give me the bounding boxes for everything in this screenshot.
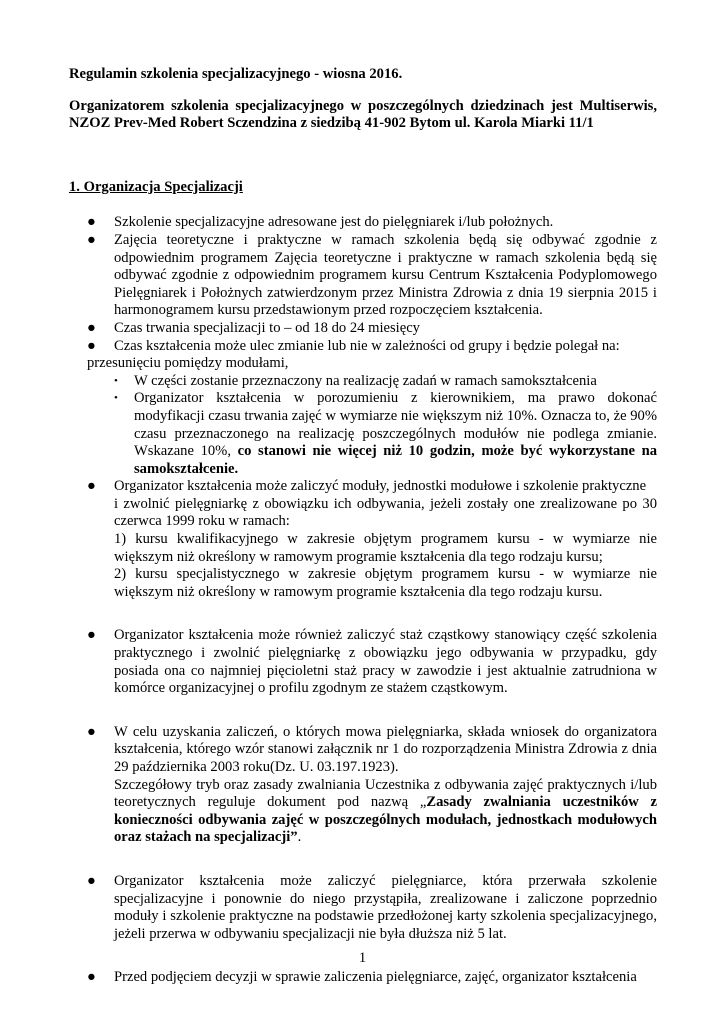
list-item-text: Organizator kształcenia może zaliczyć moduły, jednostki modułowe i szkolenie praktyczne: [114, 478, 647, 495]
bullet-icon: •: [114, 392, 118, 405]
list-item: [69, 873, 657, 943]
list-item-text: .: [297, 829, 302, 846]
list-item: [69, 969, 657, 987]
list-item-text: W części zostanie przeznaczony na realizację zadań w ramach samokształcenia: [134, 372, 597, 389]
list-item: [69, 214, 657, 232]
document-body: [69, 66, 657, 987]
list-item-text: i zwolnić pielęgniarkę z obowiązku ich odbywania, jeżeli zostały one zrealizowane po 30 czerwca 1999 roku w ramach:: [114, 495, 657, 530]
section-heading: 1. Organizacja Specjalizacji: [69, 178, 243, 195]
list-item-text: 1) kursu kwalifikacyjnego w zakresie objętym programem kursu - w wymiarze nie większym niż określony w ramowym programie kształcenia dla tego rodzaju kursu;: [114, 531, 657, 565]
list-item-text: Organizator kształcenia może również zaliczyć staż cząstkowy stanowiący część szkolenia praktycznego i zwolnić pielęgniarkę z obowiązku jego odbywania w przypadku, gdy posiada ona co najmniej pięcioletni staż pracy w zawodzie i jest aktualnie zatrudniona w komórce organizacyjnej o profilu zgodnym ze stażem cząstkowym.: [114, 627, 657, 697]
list-item-text: Szczegółowy tryb oraz zasady zwalniania Uczestnika z odbywania zajęć praktycznych i/lub teoretycznych reguluje dokument pod nazwą „: [114, 776, 657, 811]
bullet-icon: ●: [87, 337, 96, 354]
bullet-icon: ●: [87, 231, 96, 248]
list-item-text: Czas trwania specjalizacji to – od 18 do 24 miesięcy: [114, 319, 420, 336]
bullet-icon: ●: [87, 969, 96, 986]
list-item: [69, 232, 657, 320]
list-item-text: W celu uzyskania zaliczeń, o których mowa pielęgniarka, składa wniosek do organizatora kształcenia, którego wzór stanowi załącznik nr 1 do rozporządzenia Ministra Zdrowia z dnia 29 października 2003 roku(Dz. U. 03.197.1923).: [114, 723, 657, 775]
bullet-icon: ●: [87, 627, 96, 644]
bullet-list: [69, 214, 657, 987]
list-item: [69, 320, 657, 338]
bullet-icon: ●: [87, 872, 96, 889]
sub-bullet-list: [114, 373, 657, 479]
list-item-text: Organizator kształcenia może zaliczyć pielęgniarce, która przerwała szkolenie specjalizacyjne i ponownie do niego przystąpiła, zrealizowane i zaliczone poprzednio moduły i szkolenie praktyczne na podstawie przedłożonej karty szkolenia specjalizacyjnego, jeżeli przerwa w odbywaniu specjalizacji nie była dłuższa niż 5 lat.: [114, 872, 657, 942]
list-item-text: Zajęcia teoretyczne i praktyczne w ramach szkolenia będą się odbywać zgodnie z odpowiednim programem Zajęcia teoretyczne i praktyczne w ramach szkolenia będą się odbywać zgodnie z odpowiednim programem kursu Centrum Kształcenia Podyplomowego Pielęgniarek i Położnych zatwierdzonym przez Ministra Zdrowia z dnia 19 sierpnia 2015 i harmonogramem kursu przedstawionym przed rozpoczęciem kształcenia.: [114, 231, 657, 319]
list-item-text: Przed podjęciem decyzji w sprawie zaliczenia pielęgniarce, zajęć, organizator kształcenia: [114, 969, 637, 986]
list-item-text: Organizator kształcenia w porozumieniu z kierownikiem, ma prawo dokonać modyfikacji czasu trwania zajęć w wymiarze nie większym niż 10%. Oznacza to, że 90% czasu przeznaczonego na realizację poszczególnych modułów nie podlega zmianie. Wskazane 10%,: [134, 390, 657, 460]
list-item-text: Czas kształcenia może ulec zmianie lub nie w zależności od grupy i będzie polegał na:: [114, 337, 620, 354]
list-item: [114, 390, 657, 478]
list-item: [69, 478, 657, 601]
list-item: [69, 627, 657, 697]
bullet-icon: ●: [87, 319, 96, 336]
list-item-text: 2) kursu specjalistycznego w zakresie objętym programem kursu - w wymiarze nie większym niż określony w ramowym programie kształcenia dla tego rodzaju kursu.: [114, 566, 657, 600]
list-item: [114, 373, 657, 391]
list-item-bold-text: Zasady zwalniania uczestników z konieczności odbywania zajęć w poszczególnych modułach, jednostkach modułowych oraz stażach na specjalizacji”: [114, 794, 658, 846]
bullet-icon: ●: [87, 723, 96, 740]
list-item-text: przesunięciu pomiędzy modułami,: [87, 355, 289, 372]
bullet-icon: •: [114, 374, 118, 387]
list-item: [69, 724, 657, 847]
bullet-icon: ●: [87, 214, 96, 231]
list-item: [69, 338, 657, 479]
document-title: Regulamin szkolenia specjalizacyjnego - wiosna 2016.: [69, 66, 403, 82]
list-item-bold-text: co stanowi nie więcej niż 10 godzin, może być wykorzystane na samokształcenie.: [134, 443, 657, 477]
organizer-statement: Organizatorem szkolenia specjalizacyjnego w poszczególnych dziedzinach jest Multiserwis, NZOZ Prev-Med Robert Sczendzina z siedzibą 41-902 Bytom ul. Karola Miarki 11/1: [69, 97, 657, 132]
list-item-text: Szkolenie specjalizacyjne adresowane jest do pielęgniarek i/lub położnych.: [114, 214, 554, 231]
page-number: 1: [358, 950, 367, 966]
bullet-icon: ●: [87, 478, 96, 495]
